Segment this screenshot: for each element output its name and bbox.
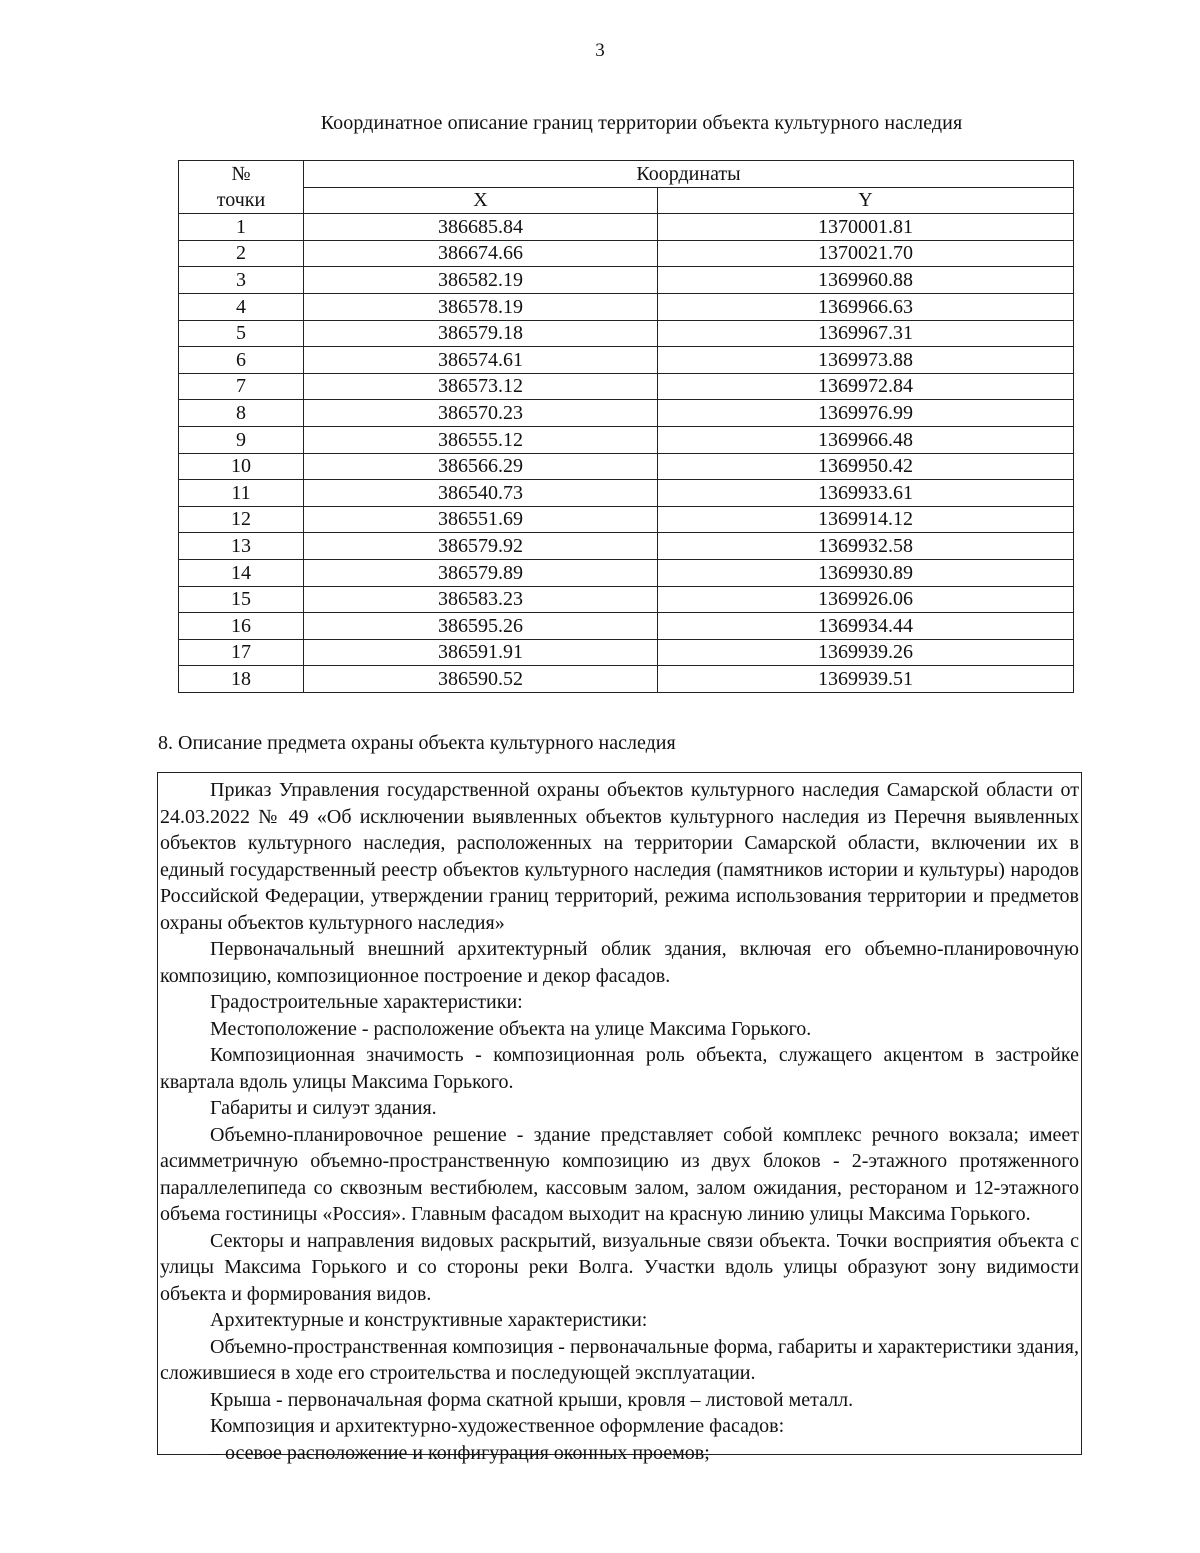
- protection-paragraph: Объемно-пространственная композиция - первоначальные форма, габариты и характеристики здания, сложившиеся в ходе его строительства и последующей эксплуатации.: [160, 1335, 1079, 1384]
- x-coordinate-cell: 386579.89: [304, 559, 658, 586]
- x-coordinate-cell: 386573.12: [304, 373, 658, 400]
- section-heading: 8. Описание предмета охраны объекта культурного наследия: [158, 732, 676, 754]
- point-number-cell: 7: [179, 373, 304, 400]
- table-row: [179, 586, 1074, 613]
- y-coordinate-cell: 1369930.89: [658, 559, 1074, 586]
- x-coordinate-cell: 386685.84: [304, 214, 658, 241]
- protection-paragraph: Градостроительные характеристики:: [210, 991, 523, 1013]
- header-y: Y: [658, 187, 1074, 214]
- protection-paragraph: Секторы и направления видовых раскрытий, визуальные связи объекта. Точки восприятия объекта с улицы Максима Горького и со стороны реки Волга. Участки вдоль улицы образуют зону видимости объекта и формирования видов.: [160, 1229, 1079, 1305]
- y-coordinate-cell: 1369932.58: [658, 533, 1074, 560]
- table-row: [179, 480, 1074, 507]
- table-row: [179, 533, 1074, 560]
- y-coordinate-cell: 1370001.81: [658, 214, 1074, 241]
- point-number-cell: 14: [179, 559, 304, 586]
- point-number-cell: 12: [179, 506, 304, 533]
- table-header-row: [179, 161, 1074, 188]
- y-coordinate-cell: 1369914.12: [658, 506, 1074, 533]
- x-coordinate-cell: 386583.23: [304, 586, 658, 613]
- protection-paragraph: Композиционная значимость - композиционная роль объекта, служащего акцентом в застройке квартала вдоль улицы Максима Горького.: [160, 1044, 1079, 1093]
- table-row: [179, 320, 1074, 347]
- y-coordinate-cell: 1369967.31: [658, 320, 1074, 347]
- point-number-cell: 17: [179, 639, 304, 666]
- protection-paragraph: – осевое расположение и конфигурация оконных проемов;: [210, 1441, 710, 1464]
- x-coordinate-cell: 386578.19: [304, 293, 658, 320]
- y-coordinate-cell: 1369939.51: [658, 666, 1074, 693]
- y-coordinate-cell: 1369976.99: [658, 400, 1074, 427]
- point-number-cell: 1: [179, 214, 304, 241]
- table-row: [179, 240, 1074, 267]
- y-coordinate-cell: 1369973.88: [658, 347, 1074, 374]
- table-row: [179, 293, 1074, 320]
- y-coordinate-cell: 1369966.63: [658, 293, 1074, 320]
- y-coordinate-cell: 1369934.44: [658, 613, 1074, 640]
- header-point-label: точки: [179, 187, 304, 214]
- table-subheader-row: [179, 187, 1074, 214]
- protection-paragraph: Объемно-планировочное решение - здание представляет собой комплекс речного вокзала; имеет асимметричную объемно-пространственную композицию из двух блоков - 2-этажного протяженного параллелепипеда со сквозным вестибюлем, кассовым залом, залом ожидания, рестораном и 12-этажного объема гостиницы «Россия». Главным фасадом выходит на красную линию улицы Максима Горького.: [160, 1123, 1079, 1225]
- point-number-cell: 5: [179, 320, 304, 347]
- y-coordinate-cell: 1370021.70: [658, 240, 1074, 267]
- x-coordinate-cell: 386579.18: [304, 320, 658, 347]
- point-number-cell: 9: [179, 426, 304, 453]
- coordinates-table: [178, 160, 1074, 693]
- protection-description-box: [157, 772, 1082, 1464]
- x-coordinate-cell: 386574.61: [304, 347, 658, 374]
- x-coordinate-cell: 386674.66: [304, 240, 658, 267]
- point-number-cell: 11: [179, 480, 304, 507]
- table-row: [179, 400, 1074, 427]
- x-coordinate-cell: 386551.69: [304, 506, 658, 533]
- x-coordinate-cell: 386595.26: [304, 613, 658, 640]
- x-coordinate-cell: 386590.52: [304, 666, 658, 693]
- x-coordinate-cell: 386579.92: [304, 533, 658, 560]
- table-row: [179, 347, 1074, 374]
- point-number-cell: 15: [179, 586, 304, 613]
- protection-paragraph: Приказ Управления государственной охраны объектов культурного наследия Самарской области от 24.03.2022 № 49 «Об исключении выявленных объектов культурного наследия из Перечня выявленных объектов культурного наследия, расположенных на территории Самарской области, включении их в единый государственный реестр объектов культурного наследия (памятников истории и культуры) народов Российской Федерации, утверждении границ территорий, режима использования территории и предметов охраны объектов культурного наследия»: [160, 779, 1079, 934]
- table-row: [179, 639, 1074, 666]
- y-coordinate-cell: 1369950.42: [658, 453, 1074, 480]
- point-number-cell: 2: [179, 240, 304, 267]
- protection-paragraph: Композиция и архитектурно-художественное оформление фасадов:: [210, 1415, 785, 1437]
- y-coordinate-cell: 1369972.84: [658, 373, 1074, 400]
- table-row: [179, 613, 1074, 640]
- point-number-cell: 18: [179, 666, 304, 693]
- x-coordinate-cell: 386540.73: [304, 480, 658, 507]
- protection-paragraph: Местоположение - расположение объекта на улице Максима Горького.: [210, 1017, 812, 1040]
- point-number-cell: 6: [179, 347, 304, 374]
- y-coordinate-cell: 1369933.61: [658, 480, 1074, 507]
- table-row: [179, 214, 1074, 241]
- point-number-cell: 4: [179, 293, 304, 320]
- y-coordinate-cell: 1369939.26: [658, 639, 1074, 666]
- table-row: [179, 506, 1074, 533]
- table-title: Координатное описание границ территории объекта культурного наследия: [320, 112, 963, 134]
- header-point-number: №: [179, 161, 304, 188]
- table-row: [179, 559, 1074, 586]
- point-number-cell: 13: [179, 533, 304, 560]
- table-row: [179, 453, 1074, 480]
- table-row: [179, 666, 1074, 693]
- protection-paragraph: Габариты и силуэт здания.: [210, 1097, 437, 1119]
- protection-paragraph: Архитектурные и конструктивные характеристики:: [210, 1309, 648, 1331]
- point-number-cell: 8: [179, 400, 304, 427]
- point-number-cell: 10: [179, 453, 304, 480]
- x-coordinate-cell: 386570.23: [304, 400, 658, 427]
- page-number: 3: [595, 40, 605, 61]
- x-coordinate-cell: 386555.12: [304, 426, 658, 453]
- header-x: X: [304, 187, 658, 214]
- y-coordinate-cell: 1369960.88: [658, 267, 1074, 294]
- table-row: [179, 426, 1074, 453]
- y-coordinate-cell: 1369966.48: [658, 426, 1074, 453]
- table-row: [179, 373, 1074, 400]
- point-number-cell: 16: [179, 613, 304, 640]
- x-coordinate-cell: 386582.19: [304, 267, 658, 294]
- table-row: [179, 267, 1074, 294]
- protection-paragraph: Крыша - первоначальная форма скатной крыши, кровля – листовой металл.: [210, 1388, 854, 1411]
- point-number-cell: 3: [179, 267, 304, 294]
- header-coordinates: Координаты: [304, 161, 1074, 188]
- x-coordinate-cell: 386566.29: [304, 453, 658, 480]
- x-coordinate-cell: 386591.91: [304, 639, 658, 666]
- y-coordinate-cell: 1369926.06: [658, 586, 1074, 613]
- protection-paragraph: Первоначальный внешний архитектурный облик здания, включая его объемно-планировочную композицию, композиционное построение и декор фасадов.: [160, 938, 1079, 987]
